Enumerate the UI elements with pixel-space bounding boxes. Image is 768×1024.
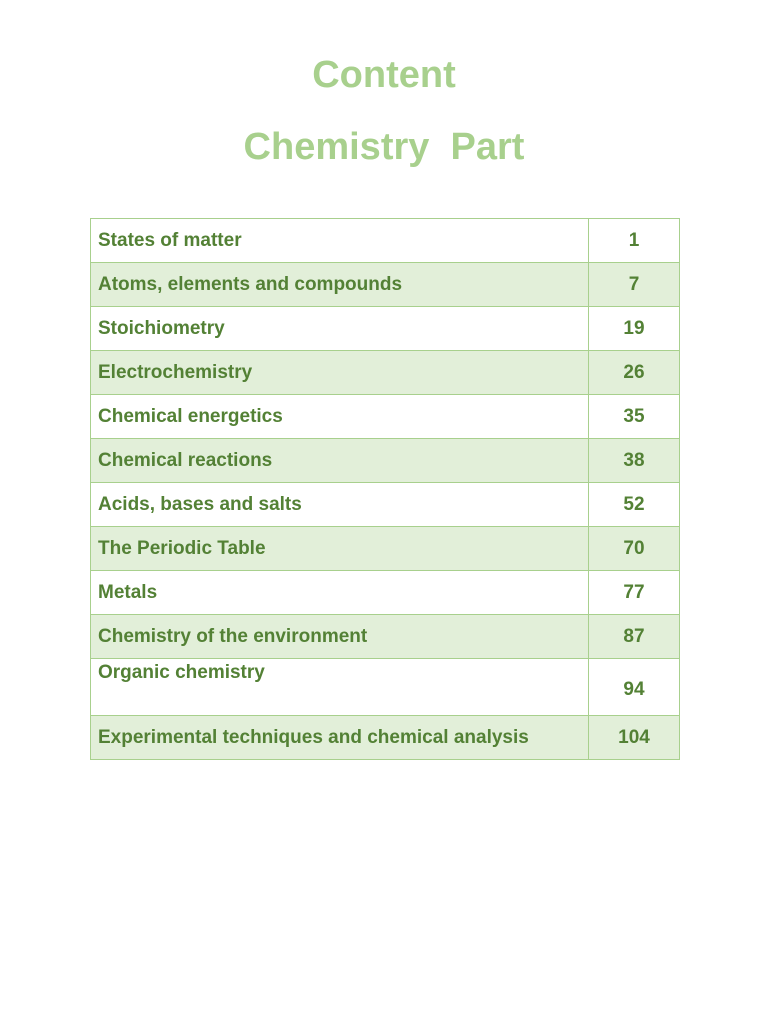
toc-page-number: 94 (589, 659, 680, 716)
toc-topic: Experimental techniques and chemical analysis (91, 716, 589, 760)
table-of-contents (90, 218, 680, 760)
toc-page-number: 38 (589, 439, 680, 483)
toc-page-number: 87 (589, 615, 680, 659)
toc-page-number: 26 (589, 351, 680, 395)
table-row (91, 395, 680, 439)
table-row (91, 219, 680, 263)
table-row (91, 263, 680, 307)
toc-page-number: 70 (589, 527, 680, 571)
toc-page-number: 7 (589, 263, 680, 307)
toc-page-number: 77 (589, 571, 680, 615)
page-subtitle: Chemistry Part (243, 126, 525, 168)
toc-topic: States of matter (91, 219, 589, 263)
table-row (91, 615, 680, 659)
toc-topic: Stoichiometry (91, 307, 589, 351)
toc-topic: Organic chemistry (91, 659, 589, 716)
toc-topic: Chemistry of the environment (91, 615, 589, 659)
toc-page-number: 104 (589, 716, 680, 760)
table-row (91, 483, 680, 527)
table-row (91, 571, 680, 615)
table-row (91, 716, 680, 760)
toc-topic: Atoms, elements and compounds (91, 263, 589, 307)
toc-page-number: 19 (589, 307, 680, 351)
toc-topic: Chemical reactions (91, 439, 589, 483)
toc-topic: The Periodic Table (91, 527, 589, 571)
table-row (91, 659, 680, 716)
toc-topic: Metals (91, 571, 589, 615)
toc-page-number: 52 (589, 483, 680, 527)
toc-page-number: 35 (589, 395, 680, 439)
page-title: Content (312, 54, 456, 96)
table-row (91, 307, 680, 351)
toc-page-number: 1 (589, 219, 680, 263)
toc-topic: Electrochemistry (91, 351, 589, 395)
toc-topic: Chemical energetics (91, 395, 589, 439)
table-row (91, 351, 680, 395)
table-row (91, 527, 680, 571)
table-row (91, 439, 680, 483)
toc-topic: Acids, bases and salts (91, 483, 589, 527)
